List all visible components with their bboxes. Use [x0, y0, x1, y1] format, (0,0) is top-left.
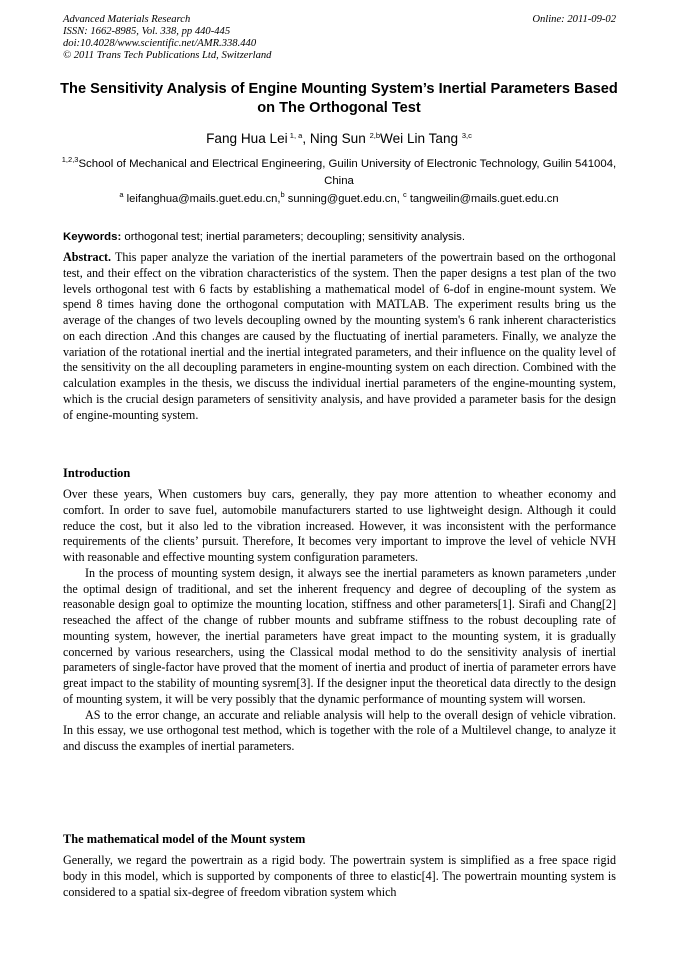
paragraph: Generally, we regard the powertrain as a rigid body. The powertrain system is simplified as a free space rigid body in this model, which is supported by components of three to elastic[4]. The powertrain mounting system is considered to a spatial six-degree of freedom vibration system which — [63, 853, 616, 899]
author-sup: 2,b — [369, 131, 381, 140]
affiliation-text: School of Mechanical and Electrical Engineering, Guilin University of Electronic Technology, Guilin 541004, China — [78, 158, 617, 187]
author-sup: 1, a — [289, 131, 303, 140]
affiliation-sup: 1,2,3 — [61, 155, 79, 164]
journal-copyright: © 2011 Trans Tech Publications Ltd, Switzerland — [63, 50, 272, 61]
paper-title: The Sensitivity Analysis of Engine Mounting System’s Inertial Parameters Based on The Orthogonal Test — [60, 81, 618, 116]
email-address[interactable]: tangweilin@mails.guet.edu.cn — [409, 193, 559, 205]
introduction-heading: Introduction — [63, 466, 131, 480]
paragraph: In the process of mounting system design, it always see the inertial parameters as known parameters ,under the optimal design of traditional, and set the inherent frequency and degree of decoupling of the system as reasonable design goal to optimize the mounting location, stiffness and other parameters[1]. Sirafi and Chang[2] reseached the affect of the change of rubber mounts and subframe stiffness to the robust decoupling rate of mounting system, however, the inertial parameters have great impact to the mounting system, it is gradually concerned by various researchers, using the Classical modal method to do the sensitivity analysis of inertial parameters of single-factor have proved that the moment of inertia and product of inertia of parameter errors have great impact to the stability of mounting sysrem[3]. If the designer input the theoretical data directly to the design of mounting system, it will be very possibly that the dynamic performance of mounting system will worsen. — [63, 565, 616, 706]
abstract-text: This paper analyze the variation of the inertial parameters of the powertrain based on the orthogonal test, and their effect on the vibration characteristics of the system. Then the paper designs a test plan of the two levels orthogonal test with 6 facts by establishing a mathematical model of 6-dof in engine-mount system. We spend 8 times having done the orthogonal computation with MATLAB. The experiment results bring us the average of the changes of two levels decoupling owned by the mounting system's 6 rank inherent characteristics on each direction .And this changes are caused by the fluctuating of inertial parameters. Finally, we analyze the variation of the rotational inertial and the inertial integrated parameters, and their influence on the quality level of the sensitivity on the all decoupling parameters in engine-mounting system on each direction. Combined with the calculation examples in the thesis, we discuss the individual inertial parameters of the engine-mounting system, which is the crucial design parameters of sensitivity analysis, and have provided a parameter basis for the design of engine-mounting system. — [63, 250, 616, 422]
author-list: Fang Hua Lei $^{1, a}$, Ning Sun $^{2,b}$Wei Lin Tang $^{3,c}$ — [206, 131, 472, 146]
author-name: Ning Sun — [309, 131, 366, 146]
journal-doi: doi:10.4028/www.scientific.net/AMR.338.440 — [63, 38, 257, 49]
keywords-line — [63, 230, 616, 245]
model-section-body — [63, 853, 616, 900]
journal-name: Advanced Materials Research — [63, 14, 191, 25]
email-sup: b — [280, 190, 285, 199]
keywords-text: orthogonal test; inertial parameters; decoupling; sensitivity analysis. — [124, 231, 466, 243]
email-sup: a — [119, 190, 124, 199]
introduction-body — [63, 487, 616, 755]
abstract-label: Abstract. — [63, 250, 112, 264]
journal-header — [63, 14, 616, 62]
paragraph: AS to the error change, an accurate and reliable analysis will help to the overall design of vehicle vibration. In this essay, we use orthogonal test method, which is together with the role of a Multilevel change, to analyze it and discuss the examples of inertial parameters. — [63, 707, 616, 753]
journal-issn: ISSN: 1662-8985, Vol. 338, pp 440-445 — [63, 26, 231, 37]
author-name: Wei Lin Tang — [380, 131, 459, 146]
abstract — [63, 250, 616, 423]
author-sup: 3,c — [461, 131, 472, 140]
online-date: Online: 2011-09-02 — [532, 14, 616, 25]
email-sup: c — [402, 190, 407, 199]
email-address[interactable]: leifanghua@mails.guet.edu.cn — [126, 193, 278, 205]
model-section-heading: The mathematical model of the Mount system — [63, 832, 306, 846]
paragraph: Over these years, When customers buy cars, generally, they pay more attention to wheather economy and comfort. In order to save fuel, automobile manufacturers started to use lightweight design. Although it could reduce the cost, but it also led to the vibration increased. However, it was inconsistent with the performance requirements of the clients’ pursuit. Therefore, It becomes very important to improve the level of vehicle NVH with reasonable and effective mounting system configuration parameters. — [63, 487, 616, 564]
email-list: $^a$ leifanghua@mails.guet.edu.cn,$^b$ sunning@guet.edu.cn, $^c$ tangweilin@mails.guet.edu.cn — [119, 190, 559, 205]
email-address[interactable]: sunning@guet.edu.cn — [287, 193, 397, 205]
author-name: Fang Hua Lei — [206, 131, 288, 146]
affiliation — [60, 156, 618, 190]
keywords-label: Keywords: — [63, 231, 122, 243]
